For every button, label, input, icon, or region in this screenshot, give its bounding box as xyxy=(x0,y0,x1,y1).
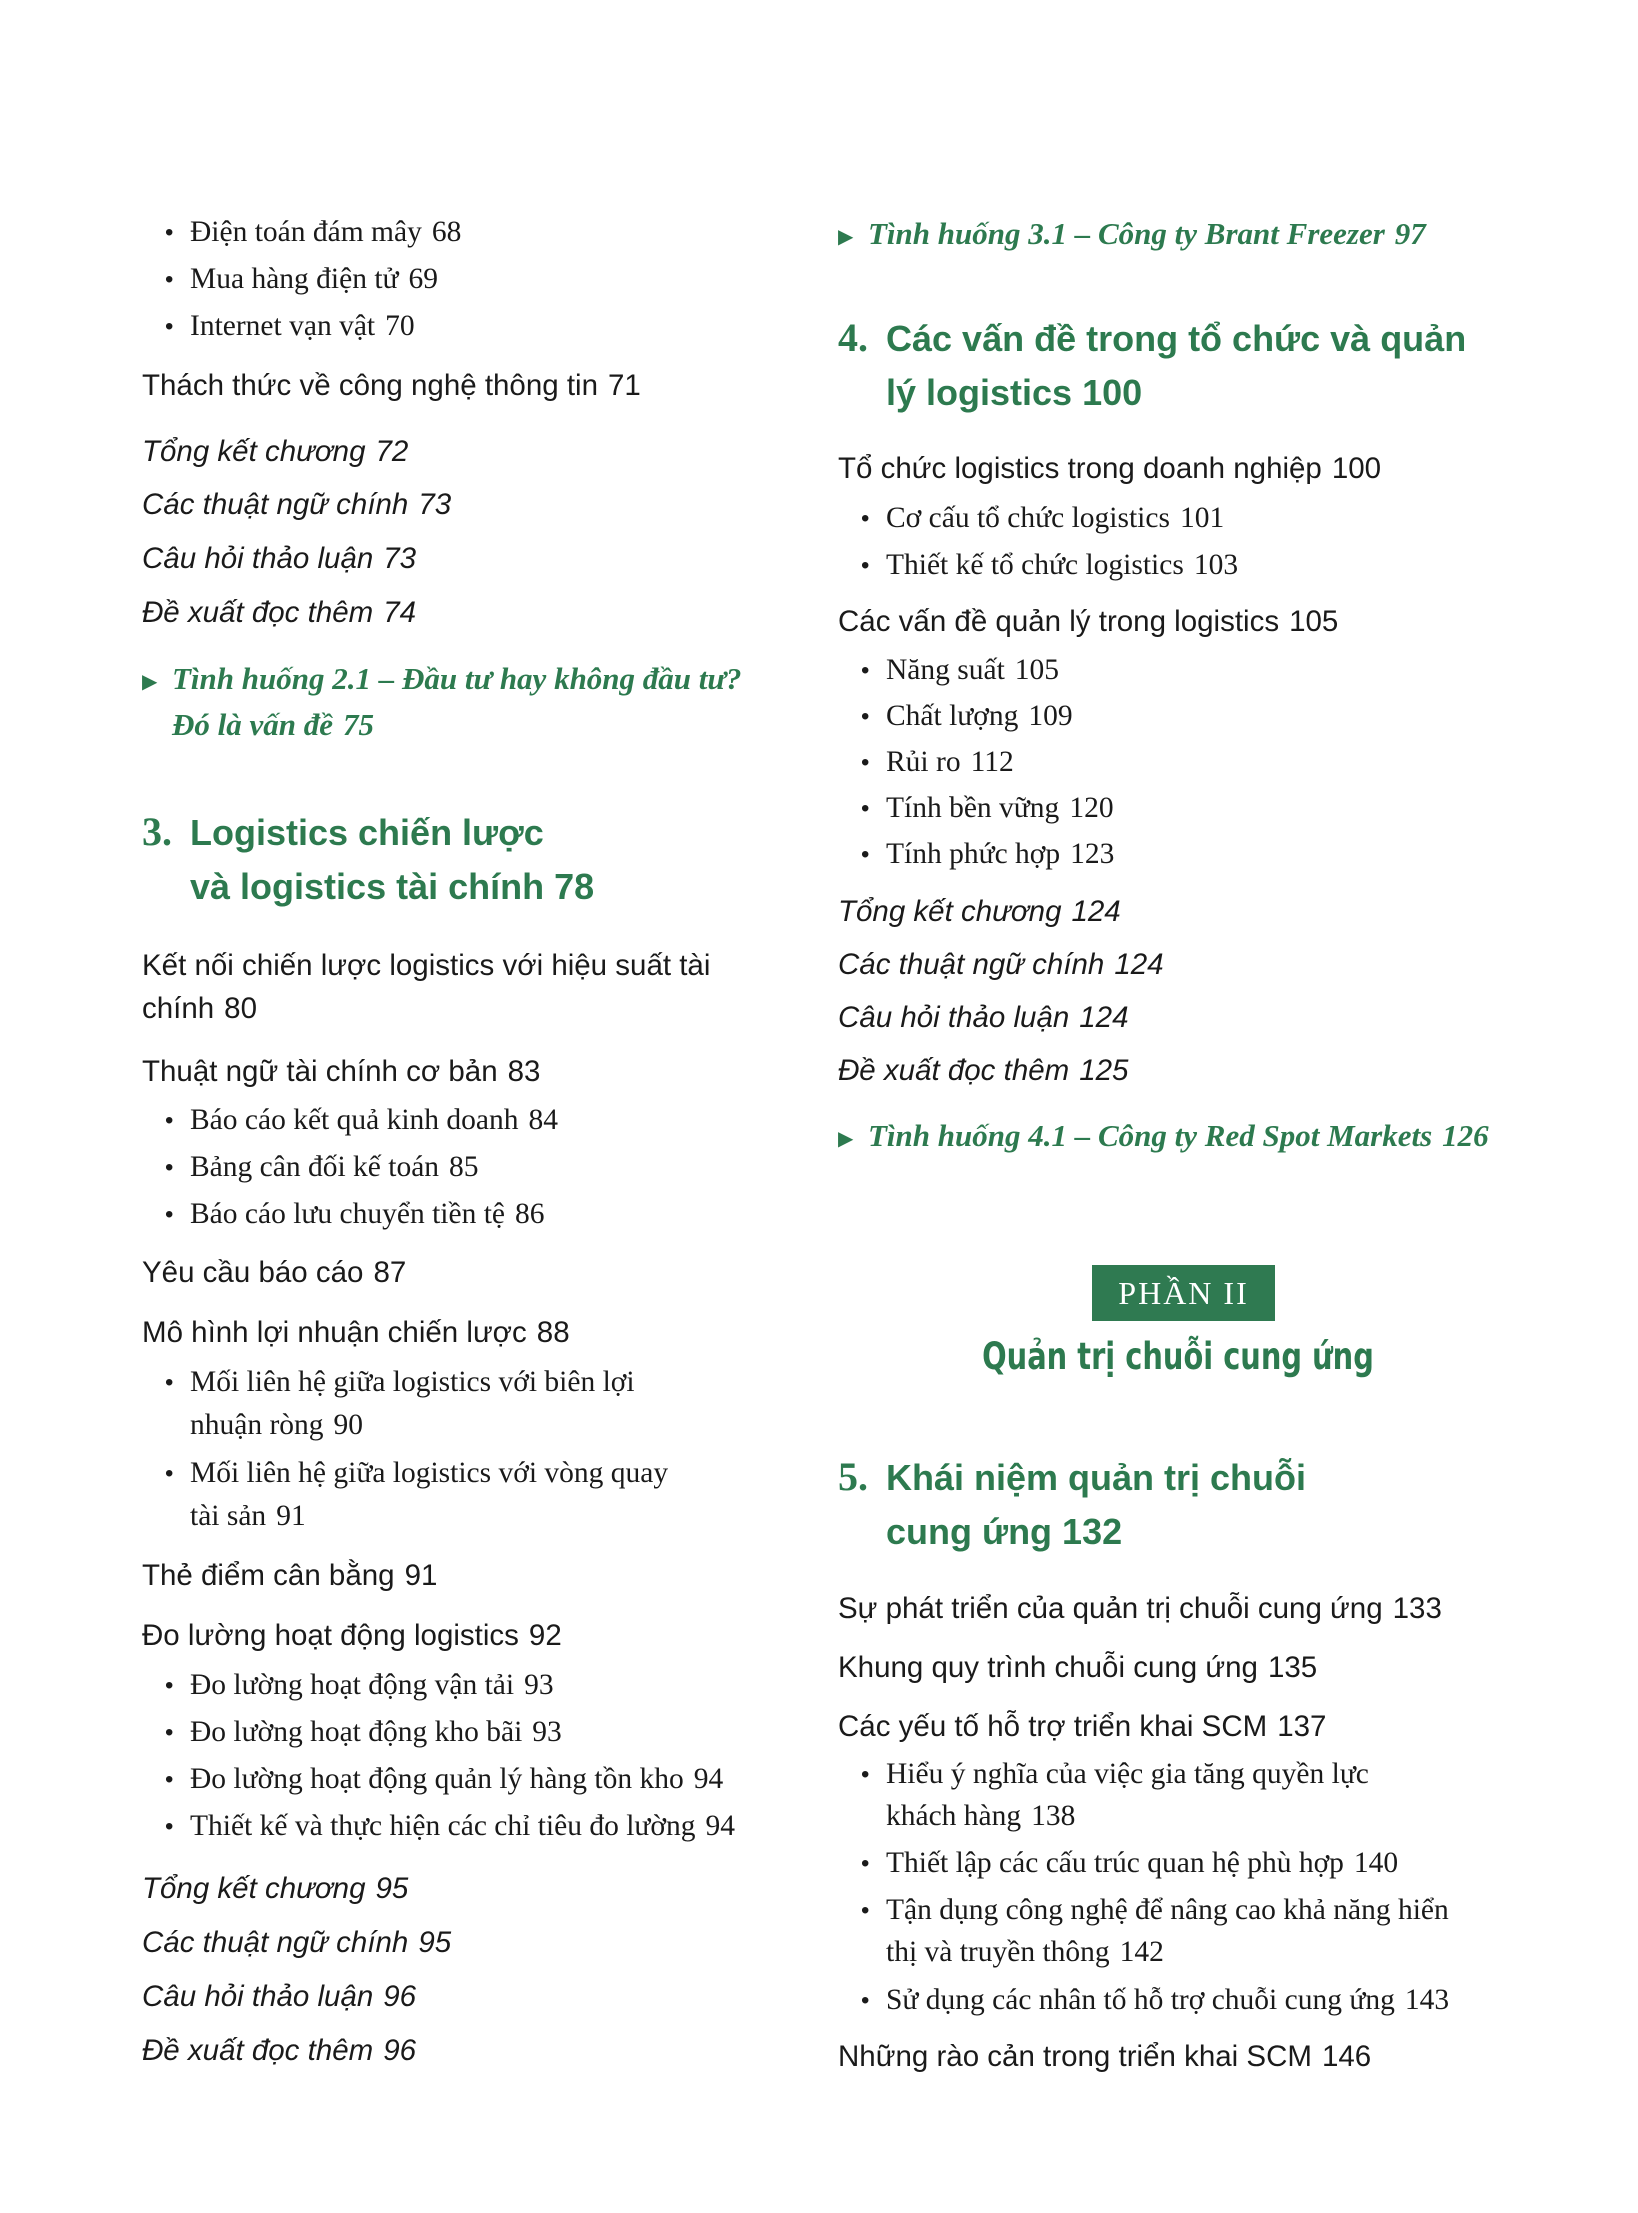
toc-entry[interactable]: Sự phát triển của quản trị chuỗi cung ứng 133 xyxy=(838,1592,1442,1625)
toc-entry[interactable]: Thách thức về công nghệ thông tin 71 xyxy=(142,369,641,402)
toc-entry[interactable]: Câu hỏi thảo luận 124 xyxy=(838,1001,1129,1034)
toc-entry[interactable]: • Cơ cấu tổ chức logistics 101 xyxy=(886,502,1224,535)
toc-entry[interactable]: Các vấn đề quản lý trong logistics 105 xyxy=(838,605,1339,638)
case-study-entry[interactable]: ▶ Tình huống 4.1 – Công ty Red Spot Markets 126 xyxy=(838,1118,1489,1153)
part-title[interactable]: Quản trị chuỗi cung ứng xyxy=(982,1335,1374,1378)
toc-entry[interactable]: Đề xuất đọc thêm 96 xyxy=(142,2034,417,2067)
chapter-heading[interactable]: 4. Các vấn đề trong tổ chức và quản lý logistics 100 xyxy=(838,315,1467,413)
toc-entry[interactable]: Những rào cản trong triển khai SCM 146 xyxy=(838,2040,1372,2073)
triangle-right-icon: ▶ xyxy=(838,224,854,248)
toc-entry[interactable]: Mô hình lợi nhuận chiến lược 88 xyxy=(142,1316,570,1349)
toc-entry[interactable]: Các yếu tố hỗ trợ triển khai SCM 137 xyxy=(838,1710,1327,1743)
toc-entry[interactable]: Các thuật ngữ chính 95 xyxy=(142,1926,452,1959)
toc-entry[interactable]: Đề xuất đọc thêm 74 xyxy=(142,596,417,629)
toc-entry[interactable]: Các thuật ngữ chính 124 xyxy=(838,948,1164,981)
triangle-right-icon: ▶ xyxy=(142,669,158,693)
toc-entry[interactable]: • Bảng cân đối kế toán 85 xyxy=(190,1151,479,1184)
toc-entry[interactable]: • Mua hàng điện tử 69 xyxy=(190,263,438,296)
case-study-entry[interactable]: ▶ Tình huống 3.1 – Công ty Brant Freezer 97 xyxy=(838,216,1426,251)
toc-entry[interactable]: Tổng kết chương 124 xyxy=(838,895,1121,928)
toc-entry[interactable]: • Năng suất 105 xyxy=(886,654,1059,687)
toc-entry[interactable]: • Báo cáo kết quả kinh doanh 84 xyxy=(190,1104,558,1137)
toc-entry[interactable]: • Thiết lập các cấu trúc quan hệ phù hợp 140 xyxy=(886,1847,1398,1880)
toc-entry[interactable]: Tổng kết chương 72 xyxy=(142,435,409,468)
case-study-entry[interactable]: ▶ Tình huống 2.1 – Đầu tư hay không đầu tư? Đó là vấn đề 75 xyxy=(142,661,742,742)
toc-entry[interactable]: • Đo lường hoạt động kho bãi 93 xyxy=(190,1716,562,1749)
triangle-right-icon: ▶ xyxy=(838,1126,854,1150)
toc-entry[interactable]: Thẻ điểm cân bằng 91 xyxy=(142,1559,438,1592)
part-label: PHẦN II xyxy=(1092,1265,1275,1321)
toc-entry[interactable]: • Tận dụng công nghệ để nâng cao khả năng hiển xyxy=(886,1894,1449,1927)
toc-entry[interactable]: • Thiết kế và thực hiện các chỉ tiêu đo lường 94 xyxy=(190,1810,735,1843)
toc-entry[interactable]: Tổng kết chương 95 xyxy=(142,1872,409,1905)
toc-entry[interactable]: • Hiểu ý nghĩa của việc gia tăng quyền lực xyxy=(886,1758,1369,1791)
toc-entry[interactable]: • Đo lường hoạt động vận tải 93 xyxy=(190,1669,554,1702)
toc-entry[interactable]: Câu hỏi thảo luận 73 xyxy=(142,542,417,575)
toc-entry[interactable]: Tổ chức logistics trong doanh nghiệp 100 xyxy=(838,452,1382,485)
toc-entry[interactable]: • Mối liên hệ giữa logistics với vòng quay xyxy=(190,1457,668,1490)
toc-entry[interactable]: • Rủi ro 112 xyxy=(886,746,1014,779)
toc-entry[interactable]: Đo lường hoạt động logistics 92 xyxy=(142,1619,562,1652)
toc-entry[interactable]: • Tính bền vững 120 xyxy=(886,792,1114,825)
chapter-heading[interactable]: 5. Khái niệm quản trị chuỗi cung ứng 132 xyxy=(838,1454,1307,1552)
chapter-heading[interactable]: 3. Logistics chiến lược và logistics tài chính 78 xyxy=(142,809,595,907)
toc-entry[interactable]: • Tính phức hợp 123 xyxy=(886,838,1114,871)
toc-entry-continued[interactable]: tài sản 91 xyxy=(190,1500,306,1532)
toc-entry-continued[interactable]: chính 80 xyxy=(142,992,257,1025)
toc-entry[interactable]: Thuật ngữ tài chính cơ bản 83 xyxy=(142,1055,541,1088)
toc-entry[interactable]: Đề xuất đọc thêm 125 xyxy=(838,1054,1129,1087)
toc-entry[interactable]: • Đo lường hoạt động quản lý hàng tồn kho 94 xyxy=(190,1763,723,1796)
toc-entry[interactable]: Kết nối chiến lược logistics với hiệu suất tài xyxy=(142,949,711,982)
toc-entry-continued[interactable]: khách hàng 138 xyxy=(886,1800,1076,1832)
toc-entry[interactable]: • Chất lượng 109 xyxy=(886,700,1073,733)
toc-entry[interactable]: • Sử dụng các nhân tố hỗ trợ chuỗi cung ứng 143 xyxy=(886,1984,1449,2017)
toc-entry[interactable]: • Internet vạn vật 70 xyxy=(190,310,415,343)
toc-entry[interactable]: Câu hỏi thảo luận 96 xyxy=(142,1980,417,2013)
toc-entry[interactable]: • Mối liên hệ giữa logistics với biên lợi xyxy=(190,1366,635,1399)
toc-entry-continued[interactable]: thị và truyền thông 142 xyxy=(886,1936,1164,1968)
toc-entry-continued[interactable]: nhuận ròng 90 xyxy=(190,1409,364,1441)
toc-entry[interactable]: Yêu cầu báo cáo 87 xyxy=(142,1256,407,1289)
toc-entry[interactable]: • Điện toán đám mây 68 xyxy=(190,216,461,249)
toc-entry[interactable]: • Thiết kế tổ chức logistics 103 xyxy=(886,549,1238,582)
toc-entry[interactable]: Khung quy trình chuỗi cung ứng 135 xyxy=(838,1651,1318,1684)
toc-entry[interactable]: Các thuật ngữ chính 73 xyxy=(142,488,452,521)
toc-entry[interactable]: • Báo cáo lưu chuyển tiền tệ 86 xyxy=(190,1198,544,1231)
